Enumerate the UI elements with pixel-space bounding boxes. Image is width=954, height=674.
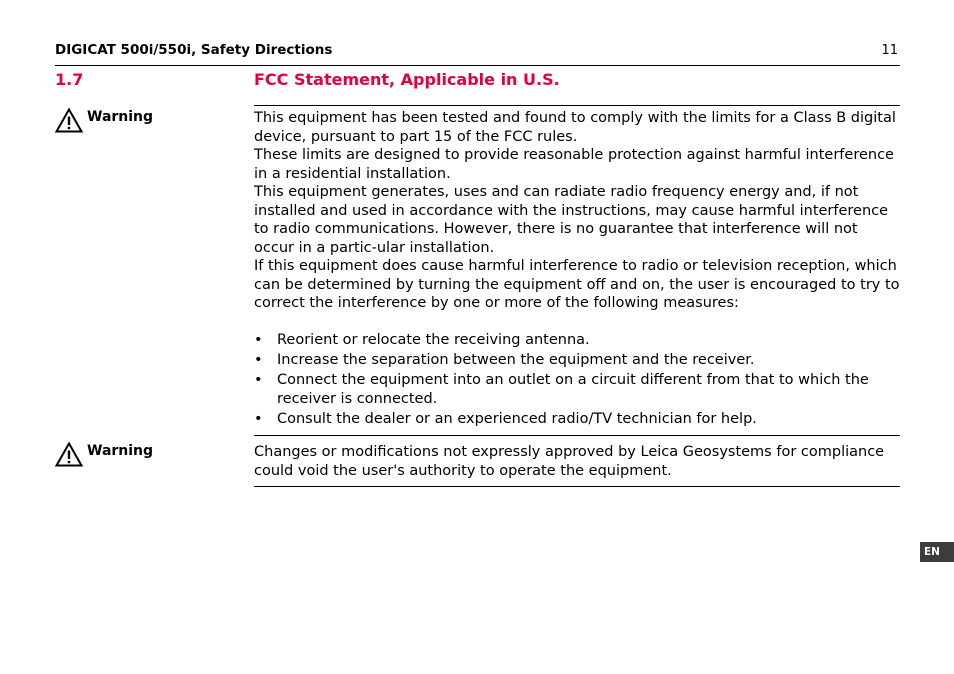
bullet-symbol: • — [254, 332, 263, 348]
section-title: FCC Statement, Applicable in U.S. — [254, 70, 560, 89]
paragraph: Changes or modifications not expressly approved by Leica Geosystems for compliance could void the user's authority to operate the equipment. — [254, 444, 885, 479]
paragraph: This equipment generates, uses and can radiate radio frequency energy and, if not installed and used in accordance with the instructions, may cause harmful interference to radio communications. However, there is no guarantee that interference will not occur in a partic-ular installation. — [254, 184, 889, 256]
paragraph: This equipment has been tested and found to comply with the limits for a Class B digital device, pursuant to part 15 of the FCC rules. — [254, 110, 896, 145]
measures-list — [254, 331, 900, 430]
section-number: 1.7 — [55, 70, 84, 89]
section-end-divider — [254, 486, 900, 487]
warning-1-body — [254, 109, 900, 313]
paragraph: If this equipment does cause harmful interference to radio or television reception, which can be determined by turning the equipment off and on, the user is encouraged to try to correct the interference by one or more of the following measures: — [254, 258, 900, 311]
warning-label-text: Warning — [87, 443, 154, 459]
list-item — [254, 371, 900, 408]
warning-divider — [254, 435, 900, 436]
warning-triangle-icon — [55, 108, 83, 133]
list-item — [254, 351, 900, 370]
list-item — [254, 331, 900, 350]
paragraph: These limits are designed to provide reasonable protection against harmful interference in a residential installation. — [254, 147, 894, 182]
language-badge: EN — [920, 542, 954, 562]
header-divider — [55, 65, 900, 66]
warning-triangle-icon — [55, 442, 83, 467]
bullet-symbol: • — [254, 372, 263, 388]
warning-2-body — [254, 443, 900, 480]
list-item-text: Connect the equipment into an outlet on a circuit different from that to which the receiver is connected. — [277, 372, 869, 407]
list-item-text: Increase the separation between the equipment and the receiver. — [277, 352, 755, 368]
bullet-symbol: • — [254, 352, 263, 368]
warning-label-text: Warning — [87, 109, 154, 125]
running-header: DIGICAT 500i/550i, Safety Directions — [55, 42, 333, 58]
warning-label-2 — [55, 443, 153, 467]
list-item — [254, 410, 900, 429]
page-number: 11 — [881, 43, 898, 58]
section-divider — [254, 105, 900, 106]
list-item-text: Consult the dealer or an experienced radio/TV technician for help. — [277, 410, 757, 427]
warning-label-1 — [55, 109, 153, 133]
bullet-symbol: • — [254, 410, 263, 427]
list-item-text: Reorient or relocate the receiving antenna. — [277, 332, 590, 348]
